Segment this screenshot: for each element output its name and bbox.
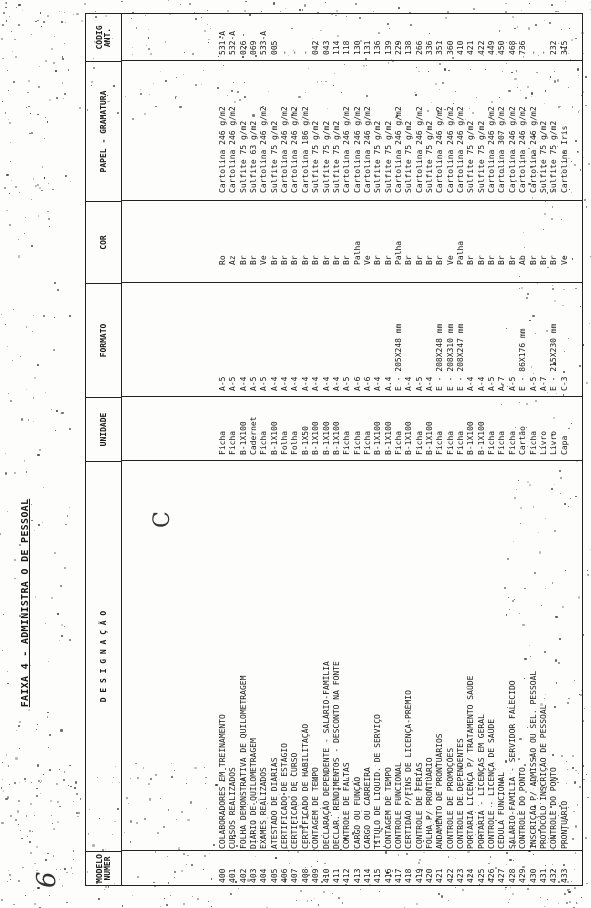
cell-unidade: Ficha [342,430,352,455]
cell-unidade: Ficha [456,430,466,455]
cell-cor: Br [342,255,352,265]
cell-designacao: CERTIDÃO P/FINS DE LICENÇA-PRÊMIO [404,690,414,849]
header-unidade-label: UNIDADE [98,412,108,447]
cell-codigo: 533-A [259,30,269,55]
cell-papel: Sulfite 75 g/m2 [331,120,341,193]
table-row [487,14,497,885]
cell-modelo: 406 [280,868,290,883]
table-row [508,14,518,885]
cell-modelo: 417 [393,868,403,883]
cell-codigo: 043 [321,40,331,55]
cell-codigo: 130 [352,40,362,55]
cell-formato: A-4 [321,376,331,391]
cell-designacao: CONTROLE DO PONTO [549,767,559,849]
cell-unidade: B-1X100 [383,421,393,455]
cell-formato: C-3 [559,376,569,391]
cell-papel: Cartolina 246 g/m2 [290,106,300,193]
cell-papel: Cartolina 246 g/m2 [456,106,466,193]
cell-designacao: TÍTULO DE LIQUID. DE SERVIÇO [373,714,383,849]
cell-designacao: DECLARAÇÃO DEPENDENTE - SALÁRIO-FAMÍLIA [321,661,331,849]
cell-codigo: - [300,50,310,55]
cell-cor: Br [249,255,259,265]
cell-codigo: 131 [362,40,372,55]
cell-cor: Br [549,255,559,265]
cell-cor: Br [528,255,538,265]
header-formato-label: FORMATO [98,323,108,358]
cell-modelo: 422 [445,868,455,883]
table-caption: FAIXA 4 - ADMINISTRA O DE PESSOAL [20,498,31,708]
cell-cor: Ro [218,255,227,265]
cell-designacao: CONTROLE DE DEPENDENTES [456,738,466,849]
cell-cor: Br [269,255,279,265]
cell-papel: Cartolina 246 g/m2 [259,106,269,193]
cell-unidade: B-1X50 [300,426,310,455]
cell-modelo: 425 [476,868,486,883]
cell-modelo: 401 [228,868,238,883]
cell-codigo: 736 [518,40,528,55]
table-row [415,14,425,885]
cell-designacao: SALÁRIO-FAMÍLIA - SERVIDOR FALECIDO [507,680,517,849]
cell-designacao: FOLHA P/ PRONTUÁRIO [425,757,434,849]
cell-cor: Ve [259,255,269,265]
header-unidade [86,397,122,461]
table-row [394,14,404,885]
cell-cor: Br [507,255,517,265]
cell-unidade: B-1X100 [269,421,279,455]
cell-papel: Sulfite 75 g/m2 [311,120,321,193]
cell-unidade: Ficha [352,430,362,455]
cell-cor: Br [331,255,341,265]
cell-cor: Br [373,255,383,265]
cell-cor: Br [290,255,300,265]
cell-modelo: 421 [435,868,445,883]
cell-unidade: Ficha [487,430,497,455]
cell-modelo: 428 [507,868,517,883]
cell-designacao: DECLAR. RENDIMENTOS - DESCONTO NA FONTE [331,661,341,849]
cell-formato: A-4 [238,376,248,391]
cell-formato: E - 205X248 mm [393,323,403,391]
table-row [404,14,414,885]
cell-cor: Br [311,255,321,265]
table-row [228,14,238,885]
cell-codigo: 069 [249,40,259,55]
cell-formato: E - 208X247 mm [456,323,466,391]
cell-formato: A-7 [538,376,548,391]
cell-formato: A-5 [249,376,259,391]
cell-formato: A-6 [362,376,372,391]
cell-modelo: 418 [404,868,414,883]
cell-cor: Br [487,255,497,265]
cell-cor: Br [476,255,486,265]
cell-papel: Sulfite 75 g/m2 [476,120,486,193]
cell-formato: A-4 [425,376,434,391]
cell-cor: Br [383,255,393,265]
cell-unidade: Cartão [518,426,528,455]
cell-formato: A-6 [352,376,362,391]
cell-designacao: PORTARIA LICENÇA P/ TRATAMENTO SAÚDE [466,675,476,849]
cell-cor: Ve [445,255,455,265]
cell-unidade: Folha [280,430,290,455]
cell-designacao: PROTOCOLO INSCRIÇÃO DE PESSOAL [538,704,548,849]
cell-cor: Br [466,255,476,265]
cell-designacao: CERTIFICADO DE HABILITAÇÃO [300,723,310,849]
cell-designacao: COLABORADORES EM TREINAMENTO [218,714,227,849]
cell-modelo: 427 [497,868,507,883]
cell-cor: Br [404,255,414,265]
cell-cor: Br [538,255,548,265]
cell-unidade: Ficha [218,430,227,455]
cell-papel: Cartolina 246 g/m2 [487,106,497,193]
table-row [259,14,269,885]
cell-designacao: EXAMES REALIZADOS [259,767,269,849]
cell-codigo: 315 [559,40,569,55]
cell-modelo: 414 [362,868,372,883]
table-row [363,14,373,885]
cell-designacao: CARGO OU FUNÇÃO [352,776,362,849]
cell-codigo: 042 [311,40,321,55]
cell-modelo: 402 [238,868,248,883]
cell-modelo: 415 [373,868,383,883]
cell-papel: Sulfite 75 g/m2 [321,120,331,193]
cell-unidade: B-1X100 [476,421,486,455]
cell-designacao: INSCRIÇÃO P/ ADMISSÃO OU SEL. PESSOAL [528,670,538,849]
cell-papel: Cartolina 246 g/m2 [445,106,455,193]
cell-designacao: CONTROLE DO PONTO [518,767,528,849]
table-row [539,14,549,885]
cell-codigo: 336 [425,40,434,55]
cell-modelo: 409 [311,868,321,883]
cell-papel: Cartolina 186 g/m2 [300,106,310,193]
cell-designacao: CONTAGEM DE TEMPO [311,767,321,849]
cell-papel: Cartolina 246 g/m2 [518,106,528,193]
header-designacao [86,461,122,851]
cell-papel: Sulfite 75 g/m2 [425,120,434,193]
cell-papel: Cartolina 246 g/m2 [352,106,362,193]
cell-formato: A-4 [300,376,310,391]
cell-formato: A-4 [373,376,383,391]
cell-codigo: 360 [445,40,455,55]
cell-codigo: 351 [435,40,445,55]
cell-papel: Sulfite 75 g/m2 [549,120,559,193]
cell-papel: Sulfite 75 g/m2 [538,120,548,193]
table-row [270,14,280,885]
cell-formato: A-4 [466,376,476,391]
cell-unidade: Ficha [435,430,445,455]
cell-modelo: 429 [518,868,528,883]
cell-modelo: 408 [300,868,310,883]
cell-designacao: CONTROLE FUNCIONAL [393,762,403,849]
cell-formato: A-5 [507,376,517,391]
cell-codigo: 531-A [218,30,227,55]
table-row [560,14,570,885]
table-row [529,14,539,885]
cell-formato: A-4 [476,376,486,391]
cell-designacao: CERTIFICADO DE ESTÁGIO [280,743,290,849]
forms-table [85,13,583,886]
cell-unidade: Ficha [507,430,517,455]
cell-unidade: Ficha [393,430,403,455]
cell-unidade: B-1X100 [425,421,434,455]
cell-modelo: 433 [559,868,569,883]
cell-unidade: Livro [549,430,559,455]
cell-formato: A-5 [487,376,497,391]
table-row [353,14,363,885]
cell-formato: A-4 [311,376,321,391]
cell-modelo: 410 [321,868,331,883]
cell-formato: A-5 [228,376,238,391]
cell-codigo: 118 [342,40,352,55]
header-cor-label: COR [98,235,108,250]
cell-codigo: 229 [393,40,403,55]
cell-papel: Cartolina 307 g/m2 [497,106,507,193]
cell-designacao: CONTROLE DE FÉRIAS [414,762,424,849]
cell-designacao: CONTROLE - LICENÇA DE SAÚDE [487,718,497,849]
cell-codigo: 138 [404,40,414,55]
table-row [549,14,559,885]
cell-modelo: 403 [249,868,259,883]
cell-papel: Sulfite 75 g/m2 [373,120,383,193]
header-modelo-label: MODELO NUMER [94,854,112,883]
cell-unidade: Capa [559,435,569,455]
table-row [322,14,332,885]
cell-designacao: CONTROLE DE PROMOÇÕES [445,747,455,849]
cell-papel: Cartolina 246 g/m2 [342,106,352,193]
cell-modelo: 426 [487,868,497,883]
cell-codigo: 005 [269,40,279,55]
cell-unidade: B-1X100 [311,421,321,455]
cell-unidade: Folha [290,430,300,455]
table-row [280,14,290,885]
cell-designacao: ATESTADO DE DIÁRIAS [269,757,279,849]
cell-papel: Sulfite 63 g/m2 [249,120,259,193]
cell-unidade: Ficha [414,430,424,455]
header-papel-label: PAPEL - GRAMATURA [98,90,108,173]
cell-unidade: Ficha [362,430,372,455]
cell-cor: Ve [559,255,569,265]
cell-unidade: Cadernet [249,416,259,455]
cell-papel: Sulfite 75 g/m2 [466,120,476,193]
cell-cor: Br [300,255,310,265]
cell-papel: Cartolina 246 g/m2 [393,106,403,193]
table-row [239,14,249,885]
cell-formato: E - 208X310 mm [445,323,455,391]
cell-unidade: Ficha [528,430,538,455]
table-row [384,14,394,885]
cell-codigo: 114 [331,40,341,55]
cell-cor: Br [425,255,434,265]
table-row [342,14,352,885]
cell-codigo: 232 [549,40,559,55]
cell-unidade: B-1X100 [466,421,476,455]
cell-cor: Ve [362,255,372,265]
cell-designacao: CONTAGEM DE TEMPO [383,767,393,849]
cell-designacao: CURSOS REALIZADOS [228,767,238,849]
table-row [446,14,456,885]
table-row [425,14,435,885]
cell-papel: Sulfite 75 g/m2 [269,120,279,193]
cell-modelo: 423 [456,868,466,883]
header-cor [86,201,122,283]
cell-codigo: - [290,50,300,55]
cell-codigo: 532-A [228,30,238,55]
cell-codigo: 422 [476,40,486,55]
table-row [249,14,259,885]
cell-formato: A-5 [259,376,269,391]
cell-formato: E - 86X176 mm [518,328,528,391]
cell-codigo: 266 [414,40,424,55]
cell-formato: A.4 [383,376,393,391]
table-row [497,14,507,885]
cell-unidade: Ficha [497,430,507,455]
table-row [311,14,321,885]
cell-papel: Sulfite 75 g/m2 [383,120,393,193]
cell-designacao: CÉDULA FUNCIONAL [497,771,507,849]
cell-codigo: - [280,50,290,55]
cell-modelo: 419 [414,868,424,883]
cell-formato: E - 208X248 mm [435,323,445,391]
cell-papel: Sulfite 75 g/m2 [238,120,248,193]
cell-designacao: CONTROLE DE FALTAS [342,762,352,849]
cell-modelo: 430 [528,868,538,883]
table-row [301,14,311,885]
cell-unidade: B-1X100 [321,421,331,455]
cell-designacao: FOLHA DEMONSTRATIVA DE QUILOMETRAGEM [238,675,248,849]
cell-designacao: PORTARIA - LICENÇAS EM GERAL [476,714,486,849]
cell-papel: Cartolina 246 g/m2 [435,106,445,193]
cell-unidade: B-1X100 [373,421,383,455]
cell-modelo: 424 [466,868,476,883]
header-papel [86,61,122,201]
cell-modelo: 405 [269,868,279,883]
cell-cor: Palha [352,240,362,265]
cell-modelo: 404 [259,868,269,883]
handwritten-mark: C [150,511,175,528]
cell-modelo: 431 [538,868,548,883]
cell-codigo: - [538,50,548,55]
cell-codigo: 136 [373,40,383,55]
cell-formato: A-4 [404,376,414,391]
cell-unidade: Ficha [445,430,455,455]
table-row [456,14,466,885]
cell-designacao: CERTIFICADO DE CURSO [290,752,300,849]
cell-modelo: 413 [352,868,362,883]
cell-cor: Ab [518,255,528,265]
cell-cor: Br [497,255,507,265]
cell-formato: A-5 [218,376,227,391]
page-number: 6 [32,871,62,888]
cell-papel: Cartolina 246 g/m2 [414,106,424,193]
cell-unidade: B-1X100 [404,421,414,455]
cell-cor: Br [238,255,248,265]
cell-designacao: ANDAMENTO DE PRONTUÁRIOS [435,733,445,849]
cell-cor: Br [321,255,331,265]
cell-codigo: 410 [456,40,466,55]
cell-codigo: 468 [507,40,517,55]
cell-formato: E - 215X230 mm [549,323,559,391]
cell-formato: A-5 [528,376,538,391]
cell-papel: Sulfite 75 g/m2 [404,120,414,193]
table-row [466,14,476,885]
cell-formato: A-4 [290,376,300,391]
cell-cor: Br [414,255,424,265]
cell-papel: Cartolina 246 g/m2 [528,106,538,193]
cell-designacao: DIÁRIO DE QUILOMETRAGEM [249,738,259,849]
cell-papel: Cartolina 246 g/m2 [280,106,290,193]
header-codigo-label: CÓDIG ANT. [94,25,112,50]
table-row [218,14,228,885]
header-designacao-label: D E S I G N A Ç Ã O [98,610,108,703]
table-row [518,14,528,885]
cell-formato: A-4 [331,376,341,391]
cell-modelo: 411 [331,868,341,883]
cell-formato: A-7 [497,376,507,391]
cell-modelo: 420 [425,868,434,883]
cell-papel: Cartolina 246 g/m2 [507,106,517,193]
cell-codigo: 449 [487,40,497,55]
cell-modelo: 412 [342,868,352,883]
table-row [332,14,342,885]
cell-cor: Az [228,255,238,265]
table-row [477,14,487,885]
header-modelo [86,851,122,885]
cell-papel: Cartolina 246 g/m2 [218,106,227,193]
cell-unidade: B-1X100 [331,421,341,455]
cell-formato: A-4 [280,376,290,391]
cell-designacao: PRONTUÁRIO [559,800,569,849]
cell-cor: Br [435,255,445,265]
cell-modelo: 400 [218,868,227,883]
cell-codigo: 421 [466,40,476,55]
cell-formato: A-5 [414,376,424,391]
cell-cor: Palha [393,240,403,265]
cell-formato: A-4 [269,376,279,391]
cell-codigo: - [528,50,538,55]
cell-modelo: 432 [549,868,559,883]
table-row [435,14,445,885]
cell-unidade: Ficha [228,430,238,455]
cell-papel: Cartolina 246 g/m2 [228,106,238,193]
cell-modelo: 407 [290,868,300,883]
cell-modelo: 416 [383,868,393,883]
cell-unidade: Livro [538,430,548,455]
cell-codigo: 139 [383,40,393,55]
header-codigo [86,14,122,61]
table-row [373,14,383,885]
cell-cor: Br [280,255,290,265]
cell-papel: Cartolina Iris [559,125,569,193]
cell-unidade: Ficha [259,430,269,455]
cell-papel: Cartolina 246 g/m2 [362,106,372,193]
cell-formato: A-5 [342,376,352,391]
cell-codigo: 026 [238,40,248,55]
cell-designacao: CARGO OU CARREIRA [362,767,372,849]
cell-cor: Palha [456,240,466,265]
cell-codigo: 450 [497,40,507,55]
cell-unidade: B-1X100 [238,421,248,455]
header-formato [86,283,122,397]
table-row [290,14,300,885]
